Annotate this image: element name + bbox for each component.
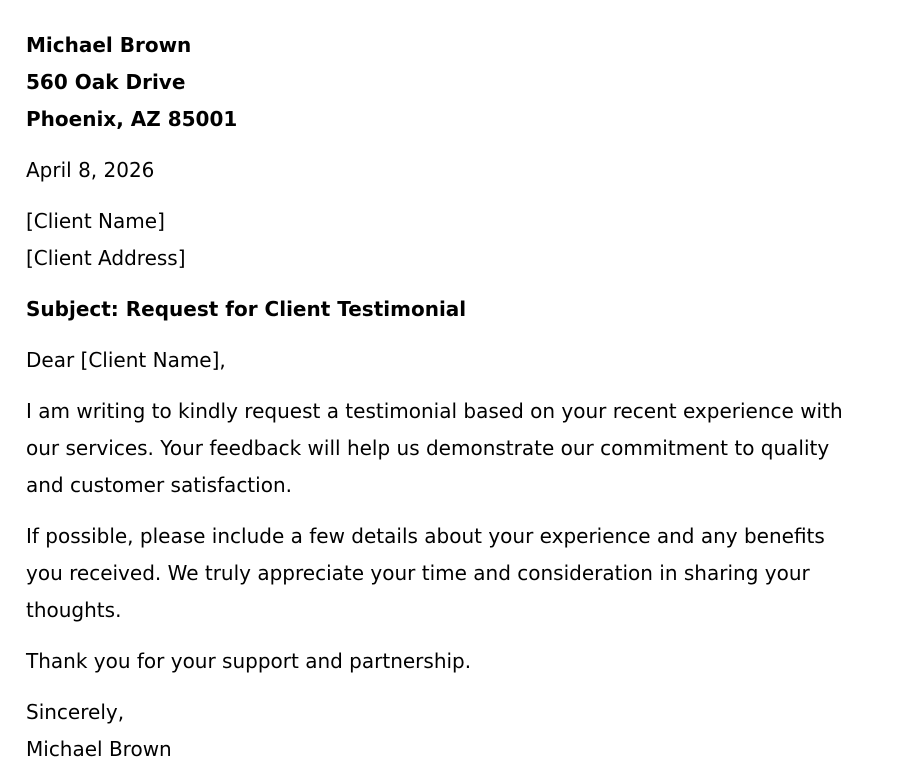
body-paragraph-2: If possible, please include a few details about your experience and any benefits you received. We truly appreciate your time and consideration in sharing your thoughts. [26,524,825,622]
letter-date: April 8, 2026 [26,158,155,182]
sender-block [26,27,874,138]
signature-name: Michael Brown [26,737,172,761]
recipient-name: [Client Name] [26,209,165,233]
sender-name: Michael Brown [26,33,192,57]
closing-block [26,694,874,768]
body-paragraph-3: Thank you for your support and partnership. [26,649,472,673]
closing: Sincerely, [26,700,125,724]
recipient-address: [Client Address] [26,246,186,270]
sender-city-state-zip: Phoenix, AZ 85001 [26,107,238,131]
sender-street: 560 Oak Drive [26,70,186,94]
body-paragraph-1: I am writing to kindly request a testimonial based on your recent experience with our services. Your feedback will help us demonstrate our commitment to quality and customer satisfaction. [26,399,843,497]
recipient-block [26,203,874,277]
subject-line: Subject: Request for Client Testimonial [26,297,467,321]
salutation: Dear [Client Name], [26,348,226,372]
